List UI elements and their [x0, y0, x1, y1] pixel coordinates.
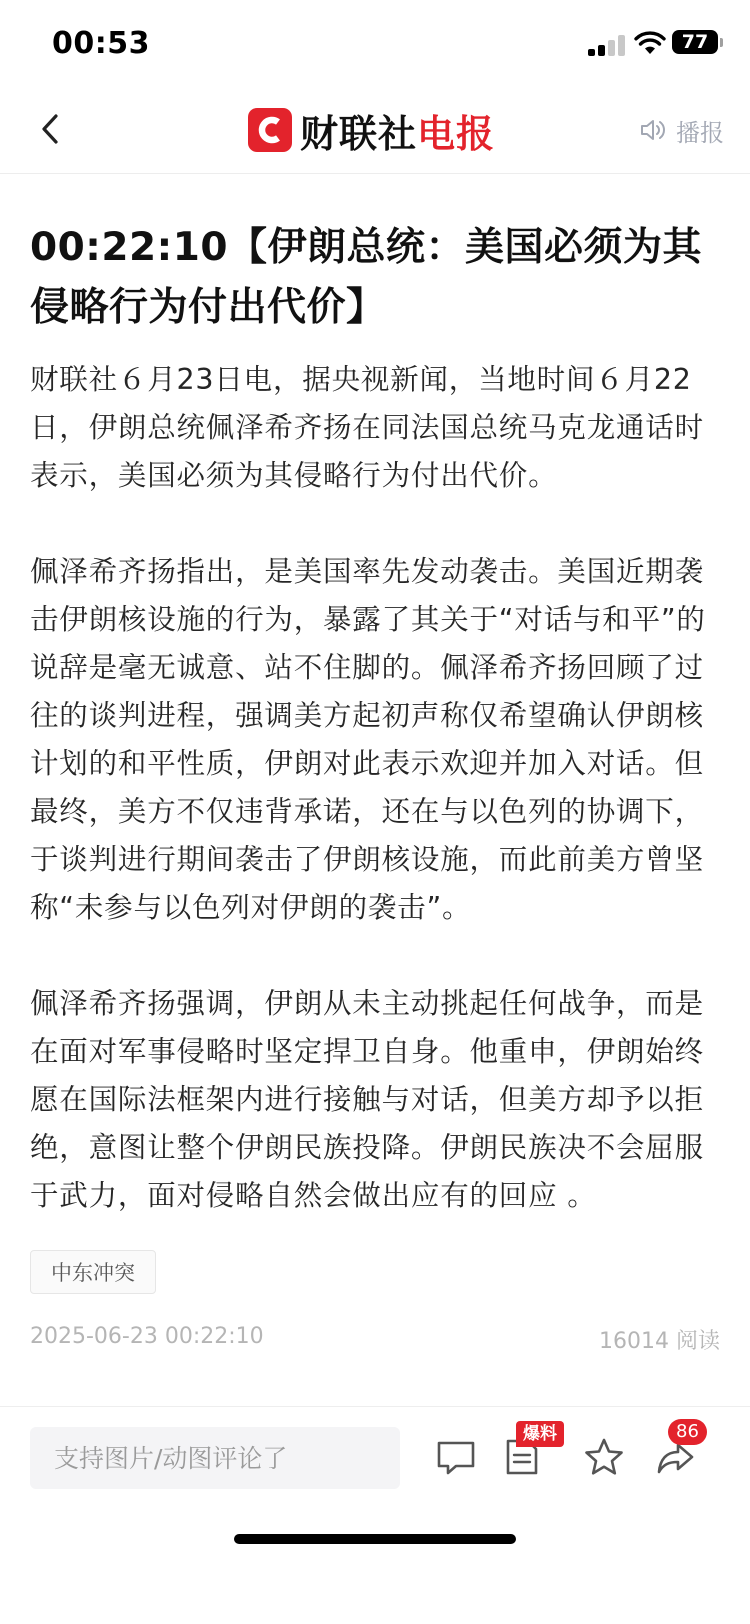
- battery-indicator: 77: [672, 30, 718, 54]
- article-body: [30, 218, 720, 1354]
- bottom-action-bar: [0, 1406, 750, 1624]
- favorite-star-icon[interactable]: [582, 1435, 626, 1479]
- status-bar: [0, 0, 750, 88]
- speaker-icon: [638, 115, 668, 145]
- logo-mark-icon: [248, 108, 292, 152]
- hot-badge: 爆料: [516, 1421, 564, 1447]
- comment-icon[interactable]: [434, 1435, 478, 1479]
- broadcast-button[interactable]: [638, 110, 724, 150]
- status-time: 00:53: [52, 26, 150, 61]
- article-meta: [30, 1324, 720, 1354]
- article-paragraph: 财联社６月23日电，据央视新闻，当地时间６月22日，伊朗总统佩泽希齐扬在同法国总统马克龙通话时表示，美国必须为其侵略行为付出代价。: [30, 363, 704, 492]
- share-count-badge: 86: [668, 1419, 707, 1445]
- logo-text-red: 电报: [417, 111, 496, 156]
- article-paragraph: 佩泽希齐扬指出，是美国率先发动袭击。美国近期袭击伊朗核设施的行为，暴露了其关于“对话与和平”的说辞是毫无诚意、站不住脚的。佩泽希齐扬回顾了过往的谈判进程，强调美方起初声称仅希望确认伊朗核计划的和平性质，伊朗对此表示欢迎并加入对话。但最终，美方不仅违背承诺，还在与以色列的协调下，于谈判进行期间袭击了伊朗核设施，而此前美方曾坚称“未参与以色列对伊朗的袭击”。: [30, 555, 706, 924]
- wifi-icon: [634, 30, 666, 56]
- cellular-signal-icon: [588, 34, 628, 56]
- back-icon[interactable]: [30, 106, 76, 152]
- broadcast-label: 播报: [676, 118, 724, 147]
- topic-tag[interactable]: 中东冲突: [30, 1250, 156, 1294]
- publish-date: 2025-06-23 00:22:10: [30, 1324, 264, 1349]
- logo-text: [300, 103, 495, 158]
- article-headline: 00:22:10【伊朗总统：美国必须为其侵略行为付出代价】: [30, 225, 703, 330]
- battery-cap: [720, 38, 723, 47]
- nav-bar: [0, 88, 750, 174]
- comment-input[interactable]: [30, 1427, 400, 1489]
- article-paragraph: 佩泽希齐扬强调，伊朗从未主动挑起任何战争，而是在面对军事侵略时坚定捍卫自身。他重申，伊朗始终愿在国际法框架内进行接触与对话，但美方却予以拒绝，意图让整个伊朗民族投降。伊朗民族决不会屈服于武力，面对侵略自然会做出应有的回应 。: [30, 987, 704, 1212]
- read-count: 16014 阅读: [599, 1329, 720, 1354]
- home-indicator: [234, 1534, 516, 1544]
- app-logo: [248, 106, 495, 154]
- logo-text-black: 财联社: [300, 111, 418, 156]
